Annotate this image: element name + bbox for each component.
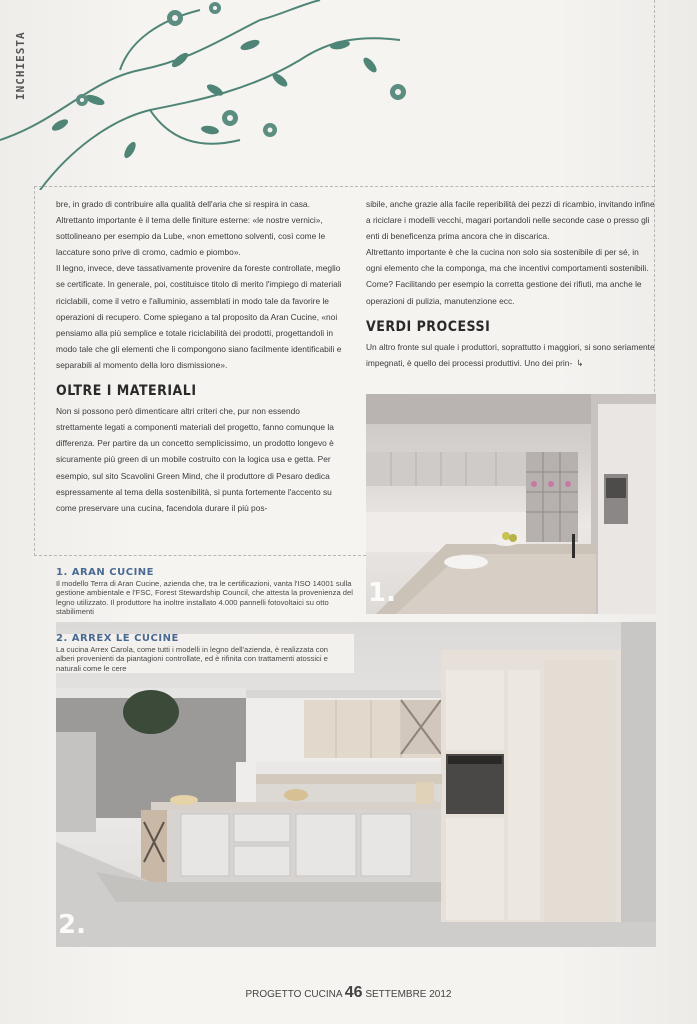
caption-title: 1. ARAN CUCINE [56, 567, 154, 578]
subheading: OLTRE I MATERIALI [56, 383, 197, 400]
page-footer [0, 984, 697, 1002]
paragraph: Il legno, invece, deve tassativamente provenire da foreste controllate, meglio se certificate. In generale, poi, costituisce titolo di merito l'impiego di materiali riciclabili, come il vetro e l'alluminio, assemblati in modo tale da favorire le operazioni di recupero. Come spiegano a tal proposito da Aran Cucine, «noi pensiamo alla più semplice e totale riciclabilità dei prodotti, progettandoli in modo tale che gli elementi che li compongono siano facilmente identificabili e separabili al momento della loro dismissione». [56, 263, 342, 370]
caption-title: 2. ARREX LE CUCINE [56, 633, 179, 644]
photo-aran-kitchen [366, 394, 656, 614]
paragraph: Altrettanto importante è il tema delle finiture esterne: «le nostre vernici», sottolineano per esempio da Lube, «non emettono solventi, così come le laccature sono prive di cromo, cadmio e piombo». [56, 215, 326, 258]
paragraph: bre, in grado di contribuire alla qualità dell'aria che si respira in casa. [56, 199, 310, 209]
article-column-left [56, 196, 342, 516]
subheading: VERDI PROCESSI [366, 318, 491, 335]
page-number: 46 [344, 984, 363, 1001]
caption-text: La cucina Arrex Carola, come tutti i modelli in legno dell'azienda, è realizzata con alberi provenienti da piantagioni controllate, ed è rifinita con trattamenti atossici e naturali come le cere [56, 644, 329, 673]
article-column-right [366, 196, 656, 371]
magazine-name: PROGETTO CUCINA [245, 989, 342, 1000]
caption-text: Il modello Terra di Aran Cucine, azienda che, tra le certificazioni, vanta l'ISO 14001 sulla gestione ambientale e l'FSC, Forest Stewardship Council, che attesta la provenienza del legno utilizzato. Il produttore ha inoltre installato 4.000 pannelli fotovoltaici su otto stabilimenti [56, 578, 353, 617]
issue-date: SETTEMBRE 2012 [365, 989, 452, 1000]
photo-number: 2. [58, 910, 86, 940]
section-tag: INCHIESTA [14, 31, 27, 100]
paragraph: sibile, anche grazie alla facile reperibilità dei pezzi di ricambio, invitando infine a riciclare i modelli vecchi, magari portandoli nelle seconde case o presso gli enti di beneficenza prima ancora che in discarica. [366, 199, 655, 242]
paragraph-text: Un altro fronte sul quale i produttori, soprattutto i maggiori, si sono seriamente impegnati, è quello dei processi produttivi. Uno dei prin- [366, 341, 655, 368]
paragraph [366, 339, 656, 371]
paragraph: Non si possono però dimenticare altri criteri che, pur non essendo strettamente legati a componenti materiali del progetto, fanno comunque la differenza. Per partire da un concetto semplicissimo, un prodotto longevo è sicuramente più green di un mobile costruito con la logica usa e getta. Per esempio, sul sito Scavolini Green Mind, che il produttore di Pesaro dedica espressamente al tema della sostenibilità, si punta fortemente l'accento su come preservare una cucina, facendola durare il più pos- [56, 406, 334, 513]
continue-arrow-icon: ↳ [576, 357, 584, 368]
caption-aran [56, 568, 356, 617]
photo-number: 1. [368, 578, 396, 608]
caption-arrex [56, 634, 354, 673]
paragraph: Altrettanto importante è che la cucina non solo sia sostenibile di per sé, in ogni elemento che la componga, ma che incentivi comportamenti sostenibili. Come? Facilitando per esempio la corretta gestione dei rifiuti, ma anche le operazioni di pulizia, manutenzione ecc. [366, 247, 649, 306]
